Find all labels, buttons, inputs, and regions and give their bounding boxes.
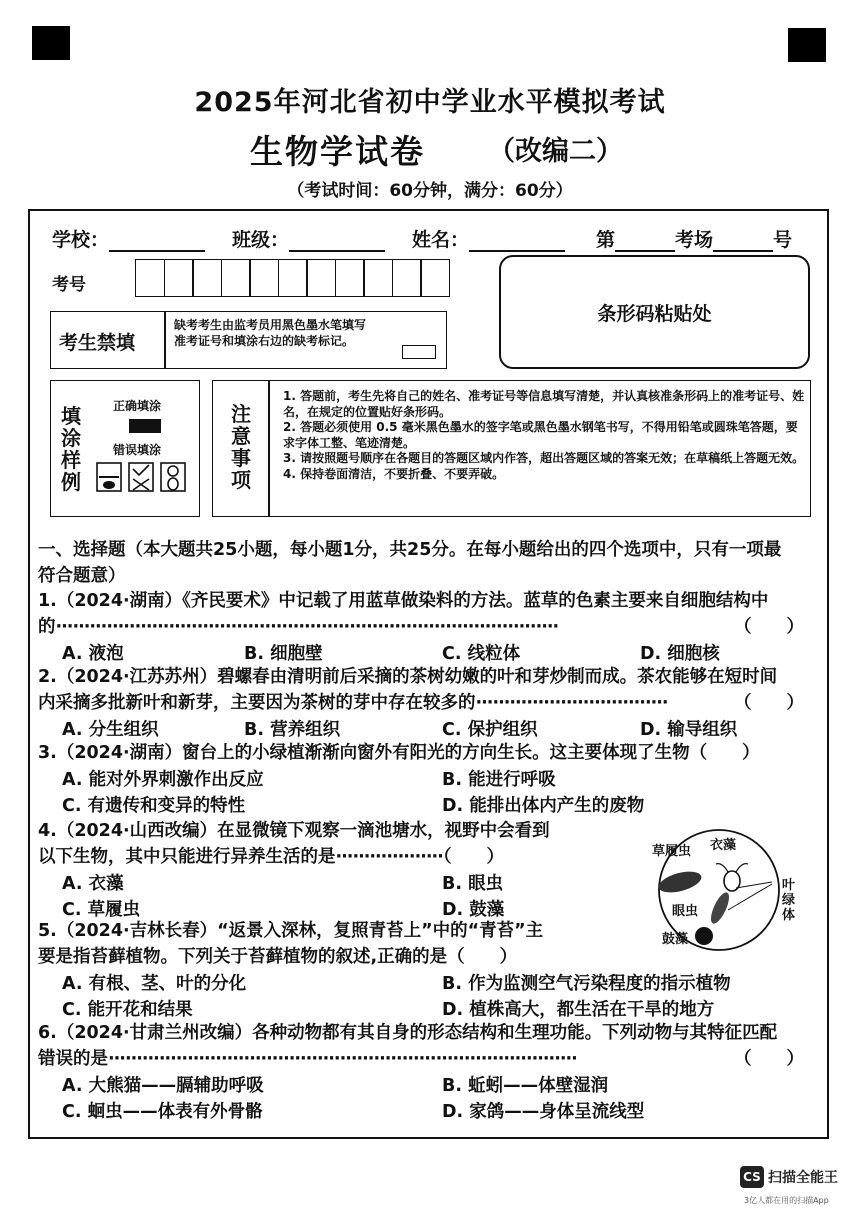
examiner-only-text: 缺考考生由监考员用黑色墨水笔填写准考证号和填涂右边的缺考标记。 — [174, 318, 367, 348]
leader-dots: ··················· — [335, 847, 443, 867]
question-2 — [38, 664, 804, 716]
paramecium-shape — [656, 868, 703, 897]
notice-item: 4. 保持卷面清洁，不要折叠、不要弄破。 — [283, 466, 505, 481]
option-d[interactable]: D. 家鸽——身体呈流线型 — [442, 1102, 645, 1122]
figure-label-euglena: 眼虫 — [672, 904, 699, 919]
option-c[interactable]: C. 能开花和结果 — [62, 1000, 193, 1020]
room-mid: 考场 — [675, 229, 714, 251]
room-field[interactable] — [615, 232, 675, 252]
section-heading — [38, 537, 781, 589]
exam-number-cell[interactable] — [192, 259, 222, 297]
fill-sample-box — [50, 380, 200, 517]
question-stem-cont — [38, 614, 804, 640]
corner-marker-left — [32, 26, 70, 60]
figure-label-chloroplast-2: 绿 — [782, 893, 796, 908]
school-field[interactable] — [109, 232, 205, 252]
corner-marker-right — [788, 28, 826, 62]
euglena-shape — [707, 890, 732, 926]
option-b[interactable]: B. 蚯蚓——体壁湿润 — [442, 1076, 609, 1096]
question-stem-cont — [38, 1046, 804, 1072]
camscanner-name: 扫描全能王 — [768, 1170, 838, 1186]
room-suffix: 号 — [773, 229, 793, 251]
class-label: 班级： — [232, 229, 290, 251]
section-heading-line: 一、选择题（本大题共25小题，每小题1分，共25分。在每小题给出的四个选项中，只有一项最 — [38, 540, 782, 560]
wrong-fill-label: 错误填涂 — [113, 443, 162, 457]
notice-item: 3. 请按照题号顺序在各题目的答题区域内作答，超出答题区域的答案无效；在草稿纸上答题无效。 — [283, 451, 805, 465]
exam-number-label: 考号 — [52, 275, 86, 295]
option-a[interactable]: A. 大熊猫——膈辅助呼吸 — [62, 1076, 264, 1096]
correct-fill-label: 正确填涂 — [113, 399, 162, 413]
question-stem-text: 内采摘多批新叶和新芽，主要因为茶树的芽中存在较多的 — [38, 693, 476, 713]
exam-number-cell[interactable] — [164, 259, 194, 297]
figure-label-desmid: 鼓藻 — [662, 932, 689, 947]
option-a[interactable]: A. 分生组织 — [62, 720, 159, 740]
option-b[interactable]: B. 能进行呼吸 — [442, 770, 556, 790]
option-c[interactable]: C. 有遗传和变异的特性 — [62, 796, 246, 816]
question-stem: 4.（2024·山西改编）在显微镜下观察一滴池塘水，视野中会看到 — [38, 821, 550, 841]
option-a[interactable]: A. 衣藻 — [62, 874, 124, 894]
notice-label: 注意事项 — [231, 402, 251, 492]
exam-number-cell[interactable] — [278, 259, 308, 297]
camscanner-slogan: 3亿人都在用的扫描App — [744, 1196, 829, 1205]
leader-dots: ························································································· — [55, 617, 559, 637]
option-b[interactable]: B. 营养组织 — [244, 720, 341, 740]
question-stem: 5.（2024·吉林长春）“返景入深林，复照青苔上”中的“青苔”主 — [38, 921, 544, 941]
exam-number-cell[interactable] — [135, 259, 165, 297]
exam-number-cell[interactable] — [306, 259, 336, 297]
question-stem: 3.（2024·湖南）窗台上的小绿植渐渐向窗外有阳光的方向生长。这主要体现了生物（ ） — [38, 743, 760, 763]
exam-number-cells[interactable] — [135, 259, 449, 297]
question-stem-text: 错误的是 — [38, 1049, 108, 1069]
option-b[interactable]: B. 眼虫 — [442, 874, 504, 894]
notice-list — [283, 389, 805, 482]
option-d[interactable]: D. 植株高大，都生活在干旱的地方 — [442, 1000, 715, 1020]
answer-paren[interactable]: （ ） — [734, 693, 804, 713]
exam-number-cell[interactable] — [221, 259, 251, 297]
answer-paren[interactable]: （ ） — [442, 847, 505, 867]
question-stem-cont — [38, 844, 550, 870]
question-stem-text: 以下生物，其中只能进行异养生活的是 — [38, 847, 336, 867]
exam-number-cell[interactable] — [420, 259, 450, 297]
barcode-label: 条形码粘贴处 — [597, 302, 712, 325]
examiner-only-box — [50, 311, 447, 369]
class-group — [232, 225, 385, 252]
name-label: 姓名： — [412, 229, 470, 251]
option-c[interactable]: C. 草履虫 — [62, 900, 141, 920]
name-group — [412, 225, 565, 252]
question-1 — [38, 588, 804, 640]
option-a[interactable]: A. 有根、茎、叶的分化 — [62, 974, 247, 994]
school-label: 学校： — [52, 229, 110, 251]
desmid-shape — [695, 927, 713, 945]
question-stem-cont: 要是指苔藓植物。下列关于苔藓植物的叙述,正确的是（ ） — [38, 947, 518, 967]
notice-item: 1. 答题前，考生先将自己的姓名、准考证号等信息填写清楚，并认真核准条形码上的准考证号、姓名，在规定的位置贴好条形码。 — [283, 389, 805, 419]
question-5 — [38, 918, 543, 970]
class-field[interactable] — [289, 232, 385, 252]
answer-paren[interactable]: （ ） — [734, 617, 804, 637]
name-field[interactable] — [469, 232, 565, 252]
absent-mark-box[interactable] — [402, 345, 436, 359]
option-d[interactable]: D. 细胞核 — [640, 644, 720, 664]
notice-box — [212, 380, 811, 517]
room-prefix: 第 — [596, 229, 616, 251]
correct-fill-mark — [129, 419, 161, 433]
option-d[interactable]: D. 能排出体内产生的废物 — [442, 796, 645, 816]
question-3 — [38, 740, 760, 766]
option-a[interactable]: A. 能对外界刺激作出反应 — [62, 770, 264, 790]
exam-number-cell[interactable] — [249, 259, 279, 297]
subject-title: 生物学试卷 — [250, 132, 425, 171]
room-group — [596, 225, 792, 252]
exam-number-cell[interactable] — [392, 259, 422, 297]
leader-dots: ··················································································· — [108, 1049, 577, 1069]
divider — [164, 312, 166, 368]
option-b[interactable]: B. 作为监测空气污染程度的指示植物 — [442, 974, 731, 994]
figure-label-paramecium: 草履虫 — [652, 844, 692, 859]
option-c[interactable]: C. 保护组织 — [442, 720, 538, 740]
divider — [268, 381, 270, 516]
student-info-row — [52, 225, 205, 252]
option-b[interactable]: B. 细胞壁 — [244, 644, 323, 664]
figure-label-chloroplast-1: 叶 — [782, 878, 796, 893]
camscanner-logo-icon: CS — [740, 1166, 764, 1188]
wrong-fill-icon — [95, 461, 191, 495]
leader-dots: ·································· — [475, 693, 668, 713]
edition-label: （改编二） — [488, 136, 623, 167]
exam-info: （考试时间：60分钟，满分：60分） — [287, 181, 573, 201]
option-c[interactable]: C. 线粒体 — [442, 644, 521, 664]
exam-title: 2025年河北省初中学业水平模拟考试 — [194, 87, 666, 118]
figure-label-chloroplast-3: 体 — [782, 908, 796, 923]
question-stem: 2.（2024·江苏苏州）碧螺春由清明前后采摘的茶树幼嫩的叶和芽炒制而成。茶农能够在短时间 — [38, 667, 778, 687]
question-6 — [38, 1020, 804, 1072]
question-stem: 6.（2024·甘肃兰州改编）各种动物都有其自身的形态结构和生理功能。下列动物与其特征匹配 — [38, 1023, 778, 1043]
answer-paren[interactable]: （ ） — [734, 1049, 804, 1069]
fill-sample-label: 填涂样例 — [61, 404, 81, 494]
exam-number-cell[interactable] — [363, 259, 393, 297]
question-4 — [38, 818, 550, 870]
seat-field[interactable] — [713, 232, 773, 252]
option-d[interactable]: D. 鼓藻 — [442, 900, 505, 920]
notice-item: 2. 答题必须使用 0.5 毫米黑色墨水的签字笔或黑色墨水钢笔书写，不得用铅笔或圆珠笔答题，要求字体工整、笔迹清楚。 — [283, 420, 798, 450]
section-heading-line: 符合题意） — [38, 566, 126, 586]
question-stem: 1.（2024·湖南）《齐民要术》中记载了用蓝草做染料的方法。蓝草的色素主要来自细胞结构中 — [38, 591, 769, 611]
option-d[interactable]: D. 输导组织 — [640, 720, 738, 740]
option-c[interactable]: C. 蛔虫——体表有外骨骼 — [62, 1102, 263, 1122]
figure-label-chlamydomonas: 衣藻 — [710, 838, 737, 853]
barcode-area — [499, 255, 810, 369]
exam-number-cell[interactable] — [335, 259, 365, 297]
question-stem-cont — [38, 690, 804, 716]
question-stem-text: 的 — [38, 617, 56, 637]
examiner-only-label: 考生禁填 — [59, 332, 136, 354]
option-a[interactable]: A. 液泡 — [62, 644, 124, 664]
